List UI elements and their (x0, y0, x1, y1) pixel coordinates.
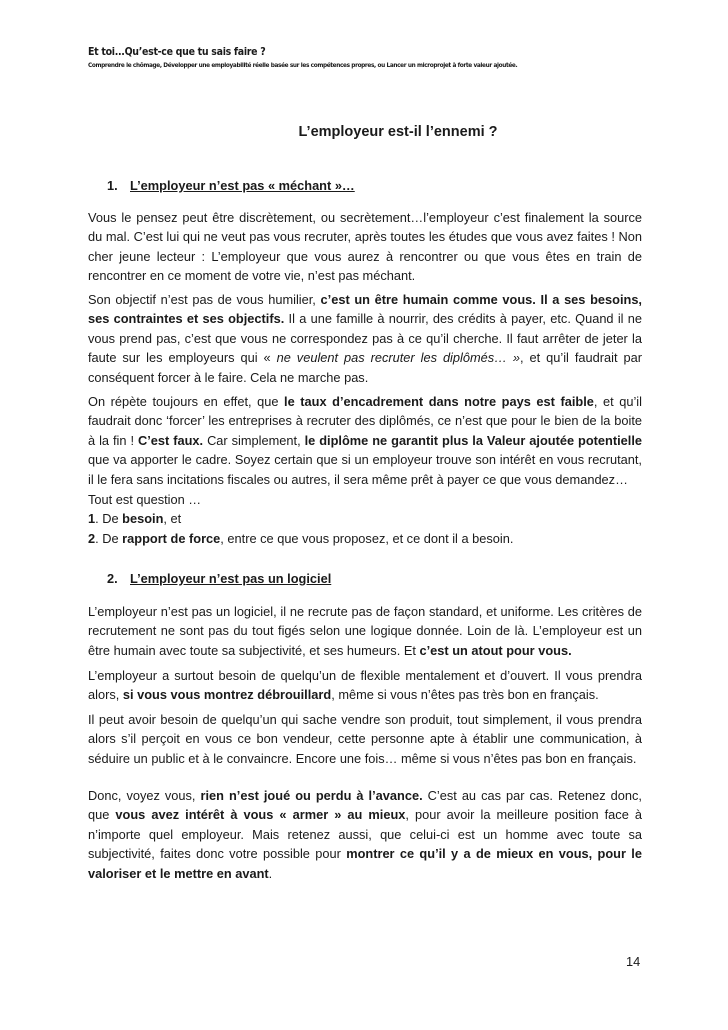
text-run: L’employeur n’est pas un logiciel, il ne recrute pas de façon standard, et uniforme. Les critères de recrutement ne sont pas du tout figés selon une logique donnée. Loin de là. L’employeur est un être humain avec toute sa subjectivité, et ses humeurs. Et (88, 604, 642, 658)
text-run: , pour avoir la meilleure position face à n’importe quel employeur. Mais retenez aussi, que celui-ci est un homme avec toute sa subjectivité, faites donc votre possible pour (88, 807, 642, 862)
section-2-paragraph-3: Il peut avoir besoin de quelqu’un qui sache vendre son produit, tout simplement, il vous prendra alors s’il perçoit en vous ce bon vendeur, cette personne apte à établir une communication, à séduire un public et à le convaincre. Encore une fois… même si vous n’êtes pas bon en français. (88, 712, 642, 766)
document-title: L’employeur est-il l’ennemi ? (298, 124, 498, 140)
page-number: 14 (626, 954, 641, 969)
bold-run: le taux d’encadrement dans notre pays est faible (284, 394, 594, 409)
text-run: Son objectif n’est pas de vous humilier, (88, 292, 321, 307)
text-run: , entre ce que vous proposez, et ce dont il a besoin. (220, 530, 514, 546)
bold-run: c’est un atout pour vous. (419, 642, 572, 658)
section-1-heading (107, 178, 355, 193)
running-header (88, 46, 688, 71)
text-run: , et qu’il faudrait par conséquent forcer à le faire. Cela ne marche pas. (88, 350, 642, 385)
bold-run: rien n’est joué ou perdu à l’avance. (200, 788, 423, 803)
section-1-paragraph-1: Vous le pensez peut être discrètement, ou secrètement…l’employeur c’est finalement la source du mal. C’est lui qui ne veut pas vous recruter, après toutes les études que vous avez faites ! Non cher jeune lecteur : L’employeur que vous aurez à rencontrer ou que vous êtes en train de rencontrer en ce moment de votre vie, n’est pas méchant. (88, 210, 642, 284)
text-run: . De (95, 511, 123, 527)
section-1-title: L’employeur n’est pas « méchant »… (130, 178, 355, 193)
text-run: Car simplement, (203, 432, 305, 448)
text-run: On répète toujours en effet, que (88, 394, 285, 409)
bold-run: C’est faux. (137, 432, 204, 448)
list-number: 2 (88, 530, 96, 546)
bold-run: montrer ce qu’il y a de mieux en vous, pour le valoriser et le mettre en avant (88, 846, 642, 881)
section-2-paragraph-2 (88, 666, 642, 705)
section-1-paragraph-4 (88, 490, 642, 548)
section-2-paragraph-1 (88, 602, 642, 660)
bold-run: besoin (122, 511, 164, 527)
text-run: C’est au cas par cas. Retenez donc, que (88, 788, 642, 823)
section-1-paragraph-3 (88, 392, 642, 489)
section-2-paragraph-4 (88, 786, 642, 883)
text-run: , même si vous n’êtes pas très bon en français. (331, 687, 599, 703)
bold-run: vous avez intérêt à vous « armer » au mieux (115, 807, 406, 823)
bold-run: le diplôme ne garantit plus la Valeur ajoutée potentielle (304, 432, 643, 448)
section-2-title: L’employeur n’est pas un logiciel (130, 571, 332, 586)
header-subtitle: Comprendre le chômage, Développer une employabilité réelle basée sur les compétences propres, ou Lancer un microprojet à forte valeur ajoutée. (88, 61, 518, 69)
text-run: , et (163, 511, 182, 527)
list-number: 1 (88, 511, 96, 527)
section-1-paragraph-2 (88, 290, 642, 387)
text-run: , et qu’il faudrait donc ‘forcer’ les entreprises à recruter des diplômés, ce n’est que pour le bien de la boite à la fin ! (88, 394, 642, 448)
bold-run: rapport de force (122, 530, 221, 546)
text-run: Donc, voyez vous, (88, 788, 201, 803)
section-1-number: 1. (107, 178, 118, 193)
text-run: Il a une famille à nourrir, des crédits à payer, etc. Quand il ne vous prend pas, c’est que vous ne correspondez pas à ce qu’il cherche. Il faut arrêter de jeter la faute sur les employeurs qui « (88, 311, 642, 366)
text-run: que va apporter le cadre. Soyez certain que si un employeur trouve son intérêt en vous recrutant, il le fera sans incitations fiscales ou autres, il sera même prêt à payer ce que vous demandez… (88, 452, 642, 487)
italic-run: ne veulent pas recruter les diplômés… » (276, 350, 521, 366)
bold-run: si vous vous montrez débrouillard (122, 687, 332, 703)
list-intro: Tout est question … (88, 492, 202, 507)
header-title: Et toi...Qu’est-ce que tu sais faire ? (88, 46, 266, 58)
text-run: L’employeur a surtout besoin de quelqu’un de flexible mentalement et d’ouvert. Il vous prendra alors, (88, 668, 642, 703)
text-run: . (268, 865, 273, 881)
list-item-1 (88, 509, 642, 528)
section-2-heading (107, 571, 331, 586)
section-2-number: 2. (107, 571, 118, 586)
text-run: . De (95, 530, 123, 546)
list-item-2 (88, 529, 642, 548)
bold-run: c’est un être humain comme vous. Il a ses besoins, ses contraintes et ses objectifs. (88, 292, 642, 327)
